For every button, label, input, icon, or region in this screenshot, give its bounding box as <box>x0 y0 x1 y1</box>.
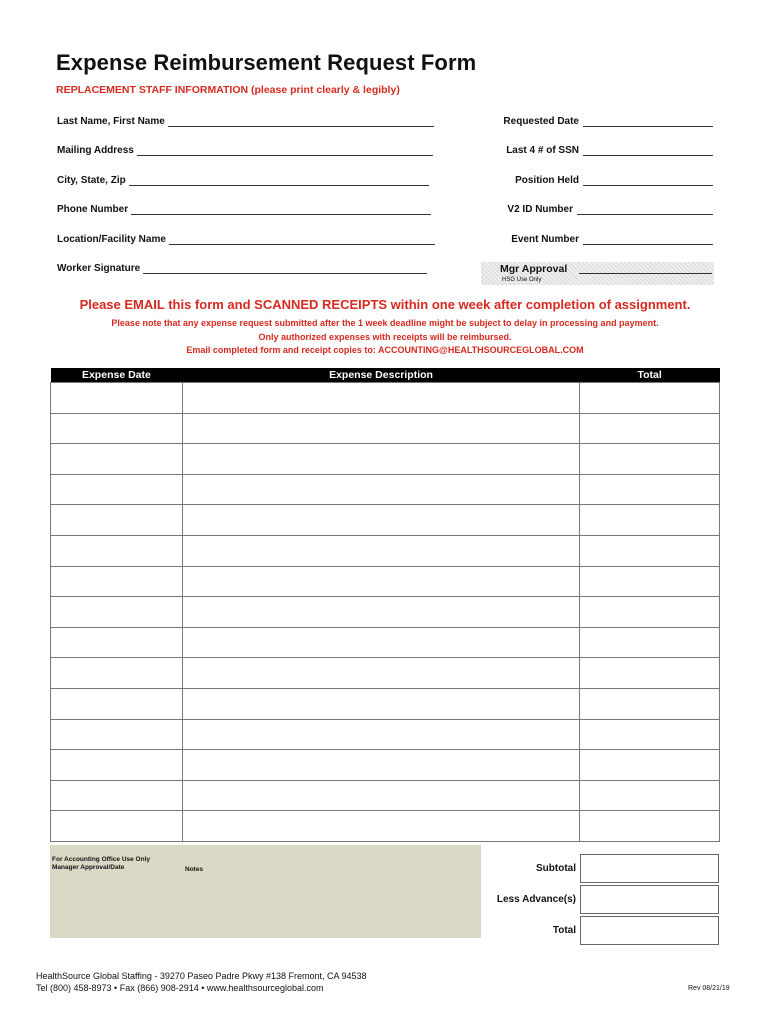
date-cell[interactable] <box>51 566 183 597</box>
date-cell[interactable] <box>51 535 183 566</box>
description-cell[interactable] <box>182 413 579 444</box>
date-cell[interactable] <box>51 413 183 444</box>
description-cell[interactable] <box>182 597 579 628</box>
total-cell[interactable] <box>580 535 720 566</box>
worker-signature-field[interactable] <box>57 262 427 274</box>
field-line[interactable] <box>143 262 427 274</box>
field-label: City, State, Zip <box>57 175 126 186</box>
description-cell[interactable] <box>182 566 579 597</box>
description-cell[interactable] <box>182 535 579 566</box>
date-cell[interactable] <box>51 444 183 475</box>
date-cell[interactable] <box>51 627 183 658</box>
total-cell[interactable] <box>580 627 720 658</box>
description-cell[interactable] <box>182 505 579 536</box>
field-line[interactable] <box>583 174 713 186</box>
description-cell[interactable] <box>182 383 579 414</box>
table-row <box>51 535 720 566</box>
date-cell[interactable] <box>51 780 183 811</box>
table-row <box>51 474 720 505</box>
field-label: Event Number <box>511 234 579 245</box>
total-cell[interactable] <box>580 474 720 505</box>
date-cell[interactable] <box>51 719 183 750</box>
mailing-address-field[interactable] <box>57 144 433 156</box>
table-row <box>51 750 720 781</box>
table-row <box>51 627 720 658</box>
manager-approval-date-label: Manager Approval/Date <box>52 864 125 871</box>
v2-id-number-field[interactable] <box>507 203 713 215</box>
description-cell[interactable] <box>182 627 579 658</box>
table-row <box>51 658 720 689</box>
date-cell[interactable] <box>51 750 183 781</box>
total-cell[interactable] <box>580 658 720 689</box>
subtotal-label: Subtotal <box>536 863 576 874</box>
field-line[interactable] <box>131 203 431 215</box>
description-cell[interactable] <box>182 750 579 781</box>
total-input[interactable] <box>580 916 719 945</box>
date-cell[interactable] <box>51 383 183 414</box>
total-cell[interactable] <box>580 688 720 719</box>
field-label: Last Name, First Name <box>57 116 165 127</box>
table-header-row <box>51 368 720 383</box>
hsg-use-only-label: HSG Use Only <box>502 277 542 283</box>
header-expense-description: Expense Description <box>182 368 579 383</box>
field-line[interactable] <box>137 144 433 156</box>
description-cell[interactable] <box>182 780 579 811</box>
field-line[interactable] <box>583 115 713 127</box>
accounting-use-label: For Accounting Office Use Only <box>52 856 150 863</box>
description-cell[interactable] <box>182 444 579 475</box>
requested-date-field[interactable] <box>503 115 713 127</box>
deadline-notice: Please note that any expense request submitted after the 1 week deadline might be subject to delay in processing and payment. <box>111 318 659 328</box>
phone-number-field[interactable] <box>57 203 431 215</box>
total-cell[interactable] <box>580 505 720 536</box>
footer-contact: Tel (800) 458-8973 • Fax (866) 908-2914 • www.healthsourceglobal.com <box>36 983 324 993</box>
mgr-approval-label: Mgr Approval <box>500 263 568 275</box>
date-cell[interactable] <box>51 474 183 505</box>
total-cell[interactable] <box>580 444 720 475</box>
total-label: Total <box>552 925 576 936</box>
date-cell[interactable] <box>51 811 183 842</box>
description-cell[interactable] <box>182 474 579 505</box>
less-advance-input[interactable] <box>580 885 719 914</box>
header-expense-date: Expense Date <box>51 368 183 383</box>
description-cell[interactable] <box>182 658 579 689</box>
total-cell[interactable] <box>580 780 720 811</box>
position-held-field[interactable] <box>515 174 713 186</box>
total-cell[interactable] <box>580 719 720 750</box>
field-line[interactable] <box>577 203 713 215</box>
field-line[interactable] <box>168 115 434 127</box>
header-total: Total <box>580 368 720 383</box>
expense-table <box>50 368 720 842</box>
page-title: Expense Reimbursement Request Form <box>56 50 477 75</box>
table-row <box>51 383 720 414</box>
total-cell[interactable] <box>580 413 720 444</box>
date-cell[interactable] <box>51 688 183 719</box>
field-label: Last 4 # of SSN <box>506 145 579 156</box>
table-row <box>51 597 720 628</box>
date-cell[interactable] <box>51 597 183 628</box>
field-line[interactable] <box>583 233 713 245</box>
field-line[interactable] <box>129 174 429 186</box>
footer-address: HealthSource Global Staffing - 39270 Paseo Padre Pkwy #138 Fremont, CA 94538 <box>36 971 367 981</box>
table-row <box>51 413 720 444</box>
ssn-last4-field[interactable] <box>506 144 713 156</box>
field-line[interactable] <box>169 233 435 245</box>
notes-label: Notes <box>185 866 204 873</box>
last-first-name-field[interactable] <box>57 115 434 127</box>
total-cell[interactable] <box>580 383 720 414</box>
event-number-field[interactable] <box>511 233 713 245</box>
table-row <box>51 566 720 597</box>
receipts-notice: Only authorized expenses with receipts will be reimbursed. <box>258 332 512 342</box>
revision-label: Rev 08/21/19 <box>688 985 730 992</box>
table-row <box>51 719 720 750</box>
field-line[interactable] <box>583 144 713 156</box>
table-row <box>51 444 720 475</box>
less-advance-label: Less Advance(s) <box>496 894 576 905</box>
field-label: Requested Date <box>503 116 579 127</box>
total-cell[interactable] <box>580 597 720 628</box>
total-cell[interactable] <box>580 750 720 781</box>
table-row <box>51 688 720 719</box>
field-label: Phone Number <box>57 204 129 215</box>
mgr-approval-line[interactable] <box>579 273 712 274</box>
field-label: V2 ID Number <box>507 204 573 215</box>
email-notice-heading: Please EMAIL this form and SCANNED RECEIPTS within one week after completion of assignment. <box>79 297 691 312</box>
description-cell[interactable] <box>182 719 579 750</box>
field-label: Worker Signature <box>57 263 141 274</box>
description-cell[interactable] <box>182 688 579 719</box>
date-cell[interactable] <box>51 505 183 536</box>
city-state-zip-field[interactable] <box>57 174 429 186</box>
table-row <box>51 780 720 811</box>
field-label: Location/Facility Name <box>57 234 166 245</box>
location-facility-field[interactable] <box>57 233 435 245</box>
description-cell[interactable] <box>182 811 579 842</box>
table-row <box>51 811 720 842</box>
total-cell[interactable] <box>580 566 720 597</box>
email-address-notice: Email completed form and receipt copies to: ACCOUNTING@HEALTHSOURCEGLOBAL.COM <box>186 345 584 355</box>
field-label: Position Held <box>515 175 579 186</box>
table-row <box>51 505 720 536</box>
date-cell[interactable] <box>51 658 183 689</box>
field-label: Mailing Address <box>57 145 134 156</box>
total-cell[interactable] <box>580 811 720 842</box>
subtotal-input[interactable] <box>580 854 719 883</box>
section-subtitle: REPLACEMENT STAFF INFORMATION (please print clearly & legibly) <box>56 84 400 96</box>
